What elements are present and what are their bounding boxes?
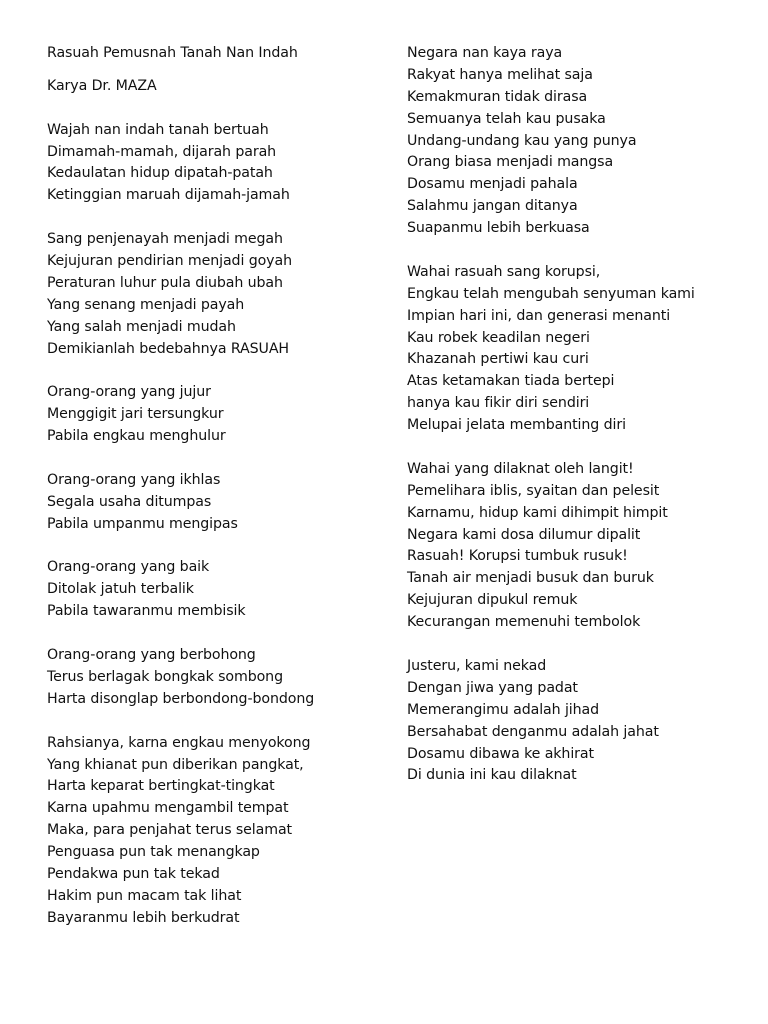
poem-line: Di dunia ini kau dilaknat [407, 767, 577, 784]
poem-line: Pabila umpanmu mengipas [47, 515, 238, 532]
poem-line: Pendakwa pun tak tekad [47, 865, 220, 882]
poem-line: Hakim pun macam tak lihat [47, 887, 242, 904]
poem-line: Bersahabat denganmu adalah jahat [407, 723, 659, 740]
poem-line: Peraturan luhur pula diubah ubah [47, 274, 283, 291]
poem-line: Harta keparat bertingkat-tingkat [47, 778, 275, 795]
poem-line: Menggigit jari tersungkur [47, 406, 224, 423]
poem-line: Ditolak jatuh terbalik [47, 581, 194, 598]
poem-line: Melupai jelata membanting diri [407, 417, 626, 434]
stanza [47, 120, 387, 208]
poem-line: Rahsianya, karna engkau menyokong [47, 734, 311, 751]
poem-line: Harta disonglap berbondong-bondong [47, 690, 315, 707]
stanza-break [47, 448, 387, 470]
right-column [407, 43, 757, 787]
stanza [47, 229, 387, 360]
poem-line: hanya kau fikir diri sendiri [407, 395, 590, 412]
poem-line: Kejujuran dipukul remuk [407, 592, 578, 609]
stanza-break [47, 207, 387, 229]
stanza [407, 43, 757, 240]
stanza-break [47, 623, 387, 645]
poem-line: Rasuah! Korupsi tumbuk rusuk! [407, 548, 628, 565]
poem-line: Dosamu menjadi pahala [407, 176, 578, 193]
poem-line: Undang-undang kau yang punya [407, 132, 637, 149]
poem-line: Negara kami dosa dilumur dipalit [407, 526, 641, 543]
poem-line: Yang salah menjadi mudah [47, 318, 236, 335]
stanza [407, 656, 757, 787]
poem-line: Suapanmu lebih berkuasa [407, 220, 590, 237]
poem-title: Rasuah Pemusnah Tanah Nan Indah [47, 45, 298, 61]
stanza-break [47, 711, 387, 733]
poem-line: Ketinggian maruah dijamah-jamah [47, 187, 290, 204]
poem-line: Maka, para penjahat terus selamat [47, 822, 293, 839]
poem-line: Kecurangan memenuhi tembolok [407, 614, 641, 631]
poem-line: Atas ketamakan tiada bertepi [407, 373, 615, 390]
poem-line: Pabila engkau menghulur [47, 428, 226, 445]
poem-line: Orang-orang yang baik [47, 559, 210, 576]
stanza-break [47, 360, 387, 382]
poem-line: Kau robek keadilan negeri [407, 329, 590, 346]
stanza [47, 645, 387, 711]
stanza [407, 459, 757, 634]
poem-line: Rakyat hanya melihat saja [407, 66, 593, 83]
poem-line: Justeru, kami nekad [407, 657, 547, 674]
poem-line: Karna upahmu mengambil tempat [47, 800, 289, 817]
stanza-break [407, 437, 757, 459]
poem-line: Bayaranmu lebih berkudrat [47, 909, 240, 926]
poem-line: Wahai rasuah sang korupsi, [407, 263, 601, 280]
poem-line: Wahai yang dilaknat oleh langit! [407, 460, 634, 477]
poem-line: Karnamu, hidup kami dihimpit himpit [407, 504, 668, 521]
stanza-break [47, 536, 387, 558]
poem-line: Orang-orang yang jujur [47, 384, 211, 401]
poem-line: Salahmu jangan ditanya [407, 198, 578, 215]
poem-author: Karya Dr. MAZA [47, 77, 157, 94]
poem-line: Orang biasa menjadi mangsa [407, 154, 614, 171]
poem-line: Kemakmuran tidak dirasa [407, 88, 588, 105]
stanza [47, 557, 387, 623]
poem-line: Khazanah pertiwi kau curi [407, 351, 589, 368]
poem-line: Orang-orang yang berbohong [47, 647, 256, 664]
poem-line: Memerangimu adalah jihad [407, 701, 600, 718]
poem-line: Engkau telah mengubah senyuman kami [407, 285, 695, 302]
poem-line: Penguasa pun tak menangkap [47, 844, 260, 861]
left-stanzas [47, 120, 387, 930]
stanza [47, 470, 387, 536]
poem-line: Yang khianat pun diberikan pangkat, [47, 756, 304, 773]
poem-line: Kedaulatan hidup dipatah-patah [47, 165, 273, 182]
poem-line: Dengan jiwa yang padat [407, 679, 578, 696]
stanza [407, 262, 757, 437]
poem-line: Orang-orang yang ikhlas [47, 471, 221, 488]
spacer [47, 98, 387, 120]
poem-line: Tanah air menjadi busuk dan buruk [407, 570, 654, 587]
poem-line: Kejujuran pendirian menjadi goyah [47, 253, 292, 270]
poem-line: Segala usaha ditumpas [47, 493, 212, 510]
poem-line: Dosamu dibawa ke akhirat [407, 745, 594, 762]
poem-line: Sang penjenayah menjadi megah [47, 231, 283, 248]
poem-line: Dimamah-mamah, dijarah parah [47, 143, 277, 160]
poem-line: Wajah nan indah tanah bertuah [47, 121, 269, 138]
poem-line: Demikianlah bedebahnya RASUAH [47, 340, 290, 357]
right-stanzas [407, 43, 757, 787]
poem-line: Terus berlagak bongkak sombong [47, 668, 283, 685]
poem-line: Semuanya telah kau pusaka [407, 110, 606, 127]
stanza [47, 382, 387, 448]
poem-line: Pabila tawaranmu membisik [47, 603, 246, 620]
poem-line: Impian hari ini, dan generasi menanti [407, 307, 671, 324]
poem-line: Negara nan kaya raya [407, 45, 563, 61]
poem-line: Yang senang menjadi payah [47, 296, 245, 313]
stanza [47, 733, 387, 930]
left-column [47, 43, 387, 930]
poem-line: Pemelihara iblis, syaitan dan pelesit [407, 482, 660, 499]
stanza-break [407, 634, 757, 656]
stanza-break [407, 240, 757, 262]
